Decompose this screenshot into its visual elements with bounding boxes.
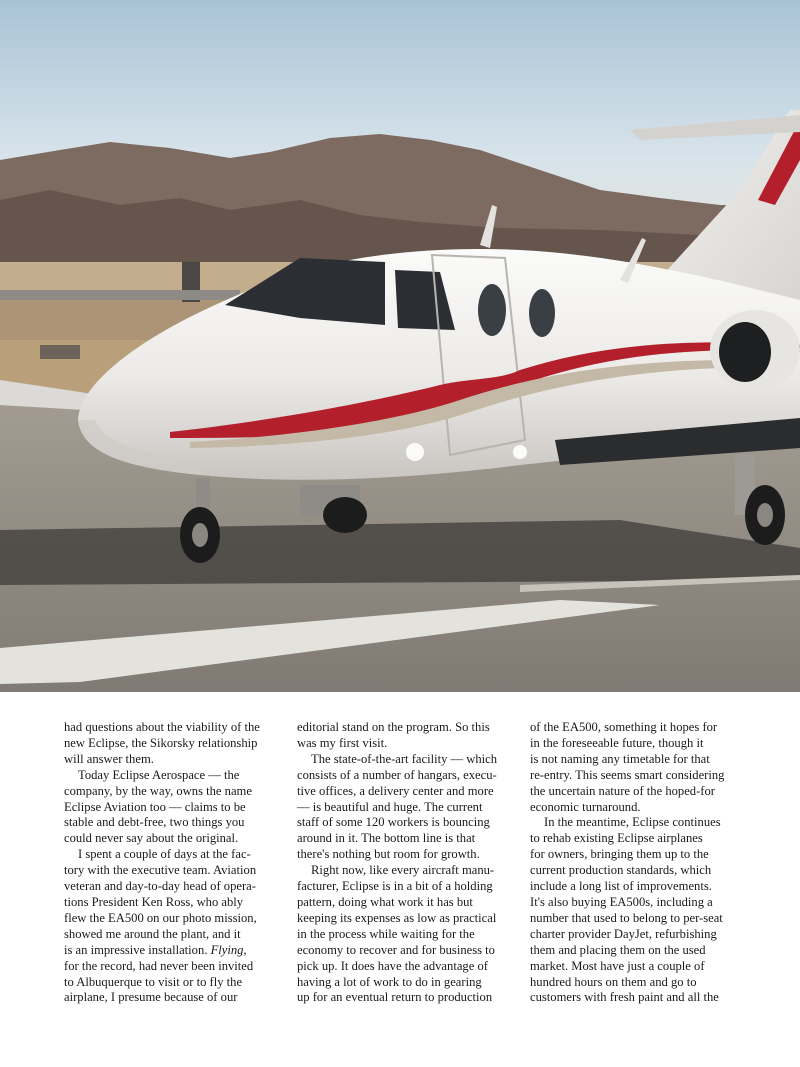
text-line: staff of some 120 workers is bouncing — [297, 815, 490, 830]
text-line: economy to recover and for business to — [297, 942, 495, 957]
text-line: Eclipse Aviation too — claims to be — [64, 799, 246, 814]
text-line: up for an eventual return to production — [297, 990, 493, 1005]
text-line: having a lot of work to do in gearing — [297, 974, 482, 989]
text-line: flew the EA500 on our photo mission, — [64, 910, 257, 925]
text-line: for the record, had never been invited — [64, 958, 254, 973]
text-line: — is beautiful and huge. The current — [297, 799, 483, 814]
text-line: in the foreseeable future, though it — [530, 735, 704, 750]
text-line: company, by the way, owns the name — [64, 783, 252, 798]
text-line: re-entry. This seems smart considering — [530, 767, 725, 782]
text-line: was my first visit. — [297, 735, 388, 750]
text-line: In the meantime, Eclipse continues — [544, 815, 721, 830]
text-line: number that used to belong to per-seat — [530, 910, 723, 925]
text-line: facturer, Eclipse is in a bit of a holding — [297, 879, 493, 894]
text-line: them and placing them on the used — [530, 942, 706, 957]
text-line: tory with the executive team. Aviation — [64, 863, 257, 878]
text-line: customers with fresh paint and all the — [530, 990, 719, 1005]
text-line: Today Eclipse Aerospace — the — [78, 767, 240, 782]
text-line: stable and debt-free, two things you — [64, 815, 245, 830]
text-line: is an impressive installation. Flying, — [64, 942, 247, 957]
text-line: veteran and day-to-day head of opera- — [64, 879, 256, 894]
text-line: pick up. It does have the advantage of — [297, 958, 488, 973]
text-line: current production standards, which — [530, 863, 712, 878]
text-line: tions President Ken Ross, who ably — [64, 894, 244, 909]
text-line: Right now, like every aircraft manu- — [311, 863, 495, 878]
text-line: to Albuquerque to visit or to fly the — [64, 974, 243, 989]
text-line: could never say about the original. — [64, 831, 239, 846]
text-line: in the process while waiting for the — [297, 926, 475, 941]
text-line: include a long list of improvements. — [530, 879, 712, 894]
text-line: It's also buying EA500s, including a — [530, 894, 713, 909]
magazine-name: Flying, — [210, 942, 247, 957]
text-line: to rehab existing Eclipse airplanes — [530, 831, 703, 846]
text-line: will answer them. — [64, 751, 154, 766]
text-line: airplane, I presume because of our — [64, 990, 238, 1005]
text-line: new Eclipse, the Sikorsky relationship — [64, 735, 258, 750]
text-line: keeping its expenses as low as practical — [297, 910, 497, 925]
text-line: pattern, doing what work it has but — [297, 894, 473, 909]
article-column-1 — [64, 720, 276, 1006]
text-line: hundred hours on them and go to — [530, 974, 697, 989]
text-line: The state-of-the-art facility — which — [311, 751, 498, 766]
text-line: for owners, bringing them up to the — [530, 847, 709, 862]
text-line: showed me around the plant, and it — [64, 926, 241, 941]
text-line: I spent a couple of days at the fac- — [78, 847, 251, 862]
text-line: editorial stand on the program. So this — [297, 720, 490, 734]
text-line: consists of a number of hangars, execu- — [297, 767, 497, 782]
article-column-2 — [297, 720, 509, 1006]
text-line: tive offices, a delivery center and more — [297, 783, 494, 798]
text-line: charter provider DayJet, refurbishing — [530, 926, 717, 941]
text-line: there's nothing but room for growth. — [297, 847, 480, 862]
article-column-3 — [530, 720, 742, 1006]
text-line: had questions about the viability of the — [64, 720, 260, 734]
text-line: is not naming any timetable for that — [530, 751, 710, 766]
text-line: around in it. The bottom line is that — [297, 831, 476, 846]
text-line: market. Most have just a couple of — [530, 958, 705, 973]
text-line: of the EA500, something it hopes for — [530, 720, 718, 734]
text-line: economic turnaround. — [530, 799, 641, 814]
text-line: the uncertain nature of the hoped-for — [530, 783, 715, 798]
